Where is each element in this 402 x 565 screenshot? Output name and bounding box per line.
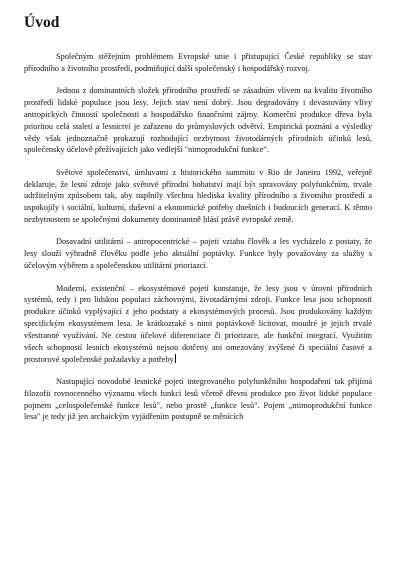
page-title: Úvod bbox=[24, 14, 60, 31]
paragraph-5 bbox=[24, 283, 372, 366]
text-cursor bbox=[175, 354, 176, 363]
paragraph-3: Světové společenství, úmluvami z historického summitu v Rio de Janeiru 1992, veřejně deklaruje, že lesní zdroje jako světové přírodní bohatství mají být spravovány polyfunkčním, trvale udržitelným způsobem tak, aby naplnily všechna hlediska kvality přírodního a životního prostředí a uspokojily i sociální, kulturní, duševní a ekonomické potřeby dnešních i budoucích generací. K těmto nezbytnostem se společnými dokumenty dominantně hlásí právě evropské země. bbox=[24, 167, 372, 225]
paragraph-6: Nastupující novodobé lesnické pojetí integrovaného polyfunkčního hospodaření tak přijímá filozofii rovnocenného významu všech funkcí lesů včetně dřevní produkce pro život lidské populace pojmem „celospolečenské funkce lesů", nebo prostě „funkce lesů". Pojem „mimoprodukční funkce lesa" je tedy již jen archaickým vyjádřením postupně se měnících bbox=[24, 376, 372, 422]
paragraph-1: Společným stěžejním problémem Evropské unie i přistupující České republiky se stav přírodního a životního prostředí, podmiňující další společenský i hospodářský rozvoj. bbox=[24, 52, 372, 73]
paragraph-4: Dosavadní utilitární – antropocentrické – pojetí vztahu člověk a les vycházelo z postaty, že lesy slouží výhradně člověku podle jeho aktuální poptávky. Funkce byly považovány za služby s účelovým výběrem a společenskou utilitární prioriazcí. bbox=[24, 237, 372, 271]
paragraph-2: Jednou z dominantních složek přírodního prostředí se zásadním vlivem na kvalitu životního prostředí lidské populace jsou lesy. Jejich stav není dobrý. Jsou degradovány i devastovány vlivy antropických činností společnosti a hospodářsko finančními zájmy. Komerční produkce dřeva byla prioritou celá staletí a lesnictví je zařazeno do průmyslových odvětví. Empirická poznání a výsledky vědy však jednoznačně prokazují rozhodující nezbytnost životodárných přírodních účinků lesů, společensky účelově přežívajících jako vedlejší "nimoprodukční funkce". bbox=[24, 86, 372, 155]
document-body bbox=[24, 51, 372, 434]
paragraph-5-text: Moderní, existenční – ekosystémové pojetí konstatuje, že lesy jsou v úrovni přírodních systémů, tedy i pro lidskou populaci záchovnými, životadárnými zdroji. Funkce lesa jsou schopnosti produkce účinků vyplývající z jeho podstaty a ekosystémových procesů. Jsou produkovány každým specifickým ekosystémem lesa. Je krátkozraké s nimi poptávkově licitovat, moudré je jejich trvalé všestranné využívání. Ne cestou účelové diferenciace či priorizace, ale funkční integrací. Využitím všech schopností lesních ekosystémů nejsou dotčeny ani omezovány zvýšené či speciální časové a prostorové společenské požadavky a potřeby bbox=[24, 283, 372, 364]
